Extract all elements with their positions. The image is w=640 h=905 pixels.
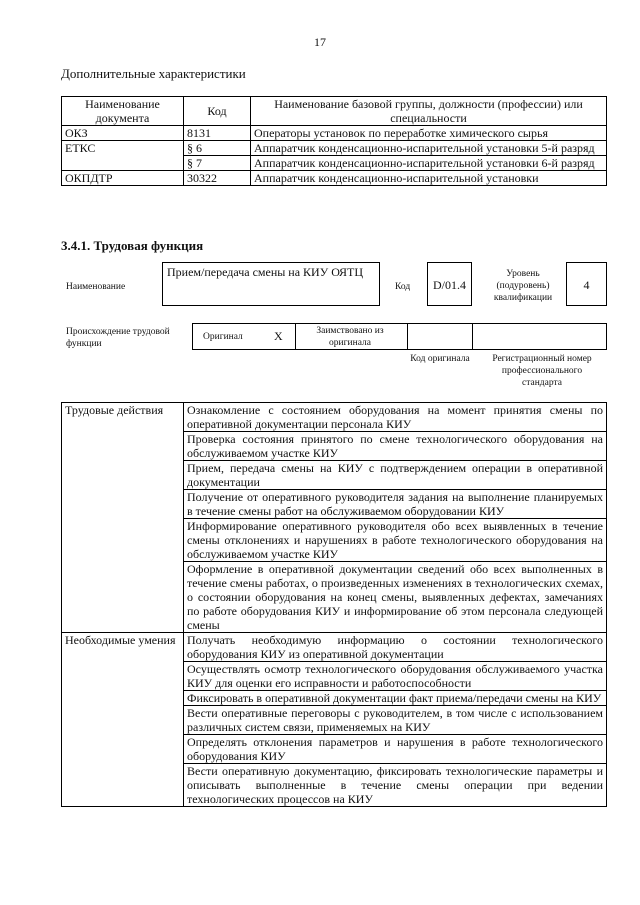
skill-item: Осуществлять осмотр технологического оборудования обслуживаемого участка КИУ для оценки его исправности и работоспособности xyxy=(184,662,607,691)
function-name-value: Прием/передача смены на КИУ ОЯТЦ xyxy=(162,262,380,306)
row-name: Аппаратчик конденсационно-испарительной установки xyxy=(251,171,607,186)
row-code: 30322 xyxy=(184,171,251,186)
skill-item: Фиксировать в оперативной документации факт приема/передачи смены на КИУ xyxy=(184,691,607,706)
divider xyxy=(295,324,296,350)
skill-item: Определять отклонения параметров и нарушения в работе технологического оборудования КИУ xyxy=(184,735,607,764)
divider xyxy=(472,324,473,350)
skill-item: Вести оперативную документацию, фиксировать технологические параметры и описывать выполненные в течение смены операции при ведении технологических процессов на КИУ xyxy=(184,764,607,807)
table-row xyxy=(62,126,607,141)
code-original-label: Код оригинала xyxy=(410,354,470,364)
labor-action-label: Трудовые действия xyxy=(62,403,184,633)
skill-item: Вести оперативные переговоры с руководителем, в том числе с использованием различных систем связи, применяемых на КИУ xyxy=(184,706,607,735)
header-code: Код xyxy=(184,97,251,126)
table-header-row xyxy=(62,97,607,126)
function-code-value: D/01.4 xyxy=(427,262,472,306)
labor-action-item: Информирование оперативного руководителя обо всех выявленных в течение смены отклонениях и нарушениях в работе технологического оборудования на обслуживаемом участке КИУ xyxy=(184,519,607,562)
table-row xyxy=(62,171,607,186)
section-title: 3.4.1. Трудовая функция xyxy=(61,238,204,253)
header-name: Наименование базовой группы, должности (профессии) или специальности xyxy=(251,97,607,126)
skill-item: Получать необходимую информацию о состоянии технологического оборудования КИУ из оперативной документации xyxy=(184,633,607,662)
origin-label: Происхождение трудовой функции xyxy=(66,327,170,349)
row-doc: ОКПДТР xyxy=(62,171,184,186)
qualification-level-value: 4 xyxy=(566,262,607,306)
labor-action-item: Прием, передача смены на КИУ с подтверждением операции в оперативной документации xyxy=(184,461,607,490)
origin-box xyxy=(192,323,607,350)
row-name: Аппаратчик конденсационно-испарительной установки 6-й разряд xyxy=(251,156,607,171)
original-mark: X xyxy=(274,329,283,343)
additional-characteristics-table xyxy=(61,96,607,186)
page-number: 17 xyxy=(314,35,326,49)
labor-action-item: Оформление в оперативной документации сведений обо всех выполненных в течение смены работах, о произведенных изменениях в технологических схемах, о состоянии оборудования на конец смены, выявленных дефектах, замечаниях по работе оборудования КИУ и информирование об этом персонала следующей смены xyxy=(184,562,607,633)
original-label: Оригинал xyxy=(203,332,243,342)
row-name: Операторы установок по переработке химического сырья xyxy=(251,126,607,141)
labor-action-item: Проверка состояния принятого по смене технологического оборудования на обслуживаемом участке КИУ xyxy=(184,432,607,461)
qualification-level-label: Уровень (подуровень) квалификации xyxy=(493,269,553,303)
additional-characteristics-title: Дополнительные характеристики xyxy=(61,66,246,81)
table-row xyxy=(62,141,607,156)
row-doc: ОКЗ xyxy=(62,126,184,141)
row-code: § 6 xyxy=(184,141,251,156)
row-doc: ЕТКС xyxy=(62,141,184,171)
divider xyxy=(407,324,408,350)
row-name: Аппаратчик конденсационно-испарительной установки 5-й разряд xyxy=(251,141,607,156)
labor-function-table xyxy=(61,402,607,807)
borrowed-label: Заимствовано из оригинала xyxy=(316,326,384,348)
function-code-label: Код xyxy=(395,282,411,292)
skill-label: Необходимые умения xyxy=(62,633,184,807)
function-name-label: Наименование xyxy=(66,282,126,292)
row-code: § 7 xyxy=(184,156,251,171)
header-document: Наименование документа xyxy=(62,97,184,126)
labor-action-item: Получение от оперативного руководителя задания на выполнение планируемых в течение смены работ на обслуживаемом оборудовании КИУ xyxy=(184,490,607,519)
labor-action-row xyxy=(62,403,607,432)
registration-number-label: Регистрационный номер профессионального стандарта xyxy=(492,354,592,388)
row-code: 8131 xyxy=(184,126,251,141)
labor-action-item: Ознакомление с состоянием оборудования на момент принятия смены по оперативной документации персонала КИУ xyxy=(184,403,607,432)
skill-row xyxy=(62,633,607,662)
